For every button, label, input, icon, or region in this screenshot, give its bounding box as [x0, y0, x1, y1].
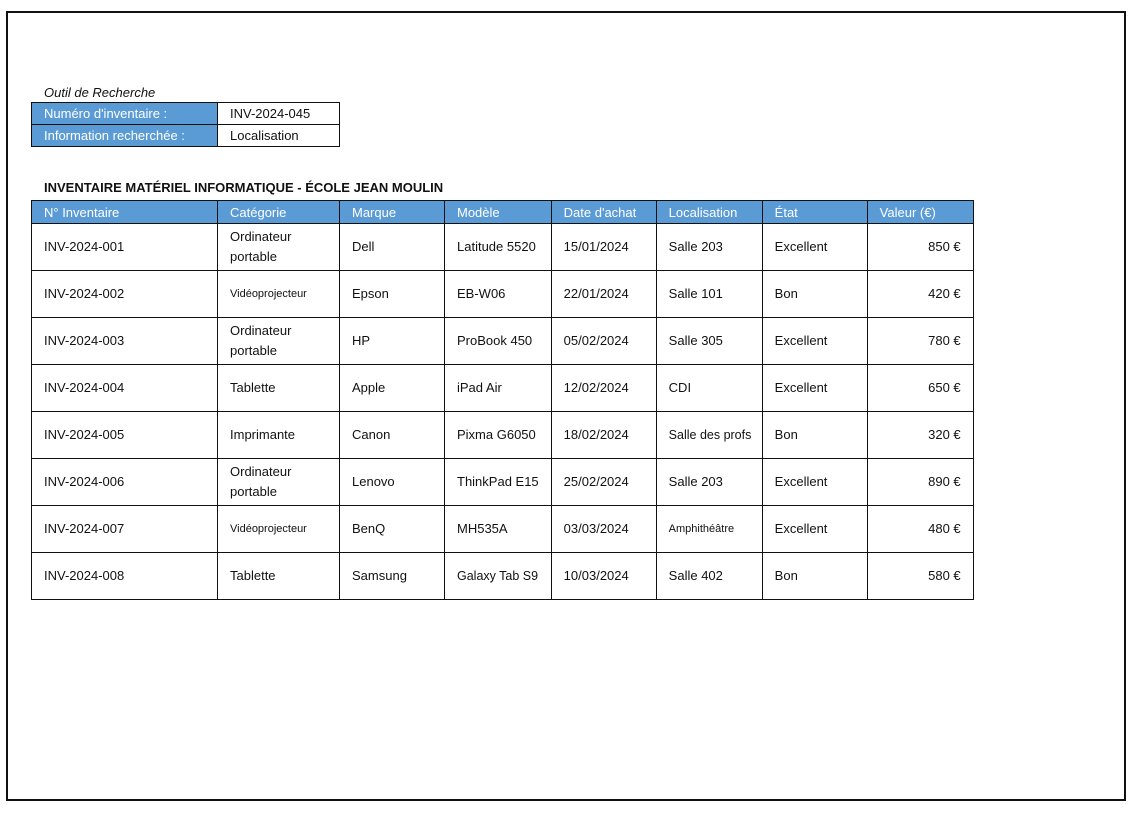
column-header-value[interactable]: Valeur (€)	[867, 201, 973, 224]
cell-category[interactable]: Tablette	[218, 365, 340, 412]
cell-condition[interactable]: Excellent	[762, 224, 867, 271]
cell-model[interactable]: ProBook 450	[445, 318, 552, 365]
cell-location[interactable]: Salle 402	[656, 553, 762, 600]
cell-location[interactable]: Salle 203	[656, 224, 762, 271]
cell-brand[interactable]: HP	[340, 318, 445, 365]
cell-purchase-date[interactable]: 12/02/2024	[551, 365, 656, 412]
search-row-inventory-number	[32, 103, 340, 125]
cell-purchase-date[interactable]: 15/01/2024	[551, 224, 656, 271]
cell-model[interactable]: MH535A	[445, 506, 552, 553]
cell-model[interactable]: Galaxy Tab S9	[445, 553, 552, 600]
cell-category[interactable]: Vidéoprojecteur	[218, 271, 340, 318]
cell-category[interactable]: Vidéoprojecteur	[218, 506, 340, 553]
cell-inventory-number[interactable]: INV-2024-007	[32, 506, 218, 553]
cell-brand[interactable]: Samsung	[340, 553, 445, 600]
cell-model[interactable]: EB-W06	[445, 271, 552, 318]
cell-category[interactable]: Ordinateur portable	[218, 224, 340, 271]
cell-model[interactable]: Latitude 5520	[445, 224, 552, 271]
table-row	[32, 506, 974, 553]
cell-brand[interactable]: Canon	[340, 412, 445, 459]
cell-location[interactable]: Salle 305	[656, 318, 762, 365]
search-tool-caption: Outil de Recherche	[44, 85, 156, 100]
cell-category[interactable]: Tablette	[218, 553, 340, 600]
column-header-location[interactable]: Localisation	[656, 201, 762, 224]
cell-brand[interactable]: BenQ	[340, 506, 445, 553]
table-row	[32, 459, 974, 506]
cell-category[interactable]: Ordinateur portable	[218, 459, 340, 506]
table-row	[32, 318, 974, 365]
cell-inventory-number[interactable]: INV-2024-002	[32, 271, 218, 318]
inventory-title: INVENTAIRE MATÉRIEL INFORMATIQUE - ÉCOLE JEAN MOULIN	[44, 180, 444, 195]
spreadsheet-page	[6, 11, 1126, 801]
inventory-header-row	[32, 201, 974, 224]
cell-condition[interactable]: Excellent	[762, 459, 867, 506]
column-header-condition[interactable]: État	[762, 201, 867, 224]
cell-value[interactable]: 580 €	[867, 553, 973, 600]
search-value-inventory-number[interactable]: INV-2024-045	[218, 103, 340, 125]
cell-model[interactable]: ThinkPad E15	[445, 459, 552, 506]
cell-purchase-date[interactable]: 05/02/2024	[551, 318, 656, 365]
cell-condition[interactable]: Bon	[762, 412, 867, 459]
search-label-inventory-number: Numéro d'inventaire :	[32, 103, 218, 125]
cell-model[interactable]: iPad Air	[445, 365, 552, 412]
cell-value[interactable]: 780 €	[867, 318, 973, 365]
cell-category[interactable]: Imprimante	[218, 412, 340, 459]
cell-value[interactable]: 890 €	[867, 459, 973, 506]
cell-location[interactable]: Salle des profs	[656, 412, 762, 459]
search-tool-table	[31, 102, 340, 147]
cell-purchase-date[interactable]: 22/01/2024	[551, 271, 656, 318]
cell-brand[interactable]: Apple	[340, 365, 445, 412]
cell-inventory-number[interactable]: INV-2024-004	[32, 365, 218, 412]
cell-category[interactable]: Ordinateur portable	[218, 318, 340, 365]
cell-purchase-date[interactable]: 25/02/2024	[551, 459, 656, 506]
cell-value[interactable]: 420 €	[867, 271, 973, 318]
cell-condition[interactable]: Bon	[762, 553, 867, 600]
column-header-model[interactable]: Modèle	[445, 201, 552, 224]
column-header-brand[interactable]: Marque	[340, 201, 445, 224]
search-value-information[interactable]: Localisation	[218, 125, 340, 147]
table-row	[32, 553, 974, 600]
cell-brand[interactable]: Dell	[340, 224, 445, 271]
column-header-inventory-number[interactable]: N° Inventaire	[32, 201, 218, 224]
cell-inventory-number[interactable]: INV-2024-008	[32, 553, 218, 600]
table-row	[32, 224, 974, 271]
column-header-purchase-date[interactable]: Date d'achat	[551, 201, 656, 224]
search-row-information	[32, 125, 340, 147]
cell-location[interactable]: CDI	[656, 365, 762, 412]
cell-inventory-number[interactable]: INV-2024-006	[32, 459, 218, 506]
cell-model[interactable]: Pixma G6050	[445, 412, 552, 459]
table-row	[32, 365, 974, 412]
cell-purchase-date[interactable]: 03/03/2024	[551, 506, 656, 553]
cell-inventory-number[interactable]: INV-2024-001	[32, 224, 218, 271]
cell-value[interactable]: 650 €	[867, 365, 973, 412]
cell-inventory-number[interactable]: INV-2024-003	[32, 318, 218, 365]
cell-brand[interactable]: Epson	[340, 271, 445, 318]
cell-brand[interactable]: Lenovo	[340, 459, 445, 506]
cell-value[interactable]: 850 €	[867, 224, 973, 271]
inventory-table	[31, 200, 974, 600]
cell-location[interactable]: Salle 203	[656, 459, 762, 506]
cell-condition[interactable]: Excellent	[762, 506, 867, 553]
cell-location[interactable]: Amphithéâtre	[656, 506, 762, 553]
search-label-information: Information recherchée :	[32, 125, 218, 147]
table-row	[32, 412, 974, 459]
cell-condition[interactable]: Bon	[762, 271, 867, 318]
cell-purchase-date[interactable]: 18/02/2024	[551, 412, 656, 459]
cell-value[interactable]: 320 €	[867, 412, 973, 459]
cell-condition[interactable]: Excellent	[762, 318, 867, 365]
cell-condition[interactable]: Excellent	[762, 365, 867, 412]
table-row	[32, 271, 974, 318]
column-header-category[interactable]: Catégorie	[218, 201, 340, 224]
cell-location[interactable]: Salle 101	[656, 271, 762, 318]
cell-inventory-number[interactable]: INV-2024-005	[32, 412, 218, 459]
cell-value[interactable]: 480 €	[867, 506, 973, 553]
cell-purchase-date[interactable]: 10/03/2024	[551, 553, 656, 600]
